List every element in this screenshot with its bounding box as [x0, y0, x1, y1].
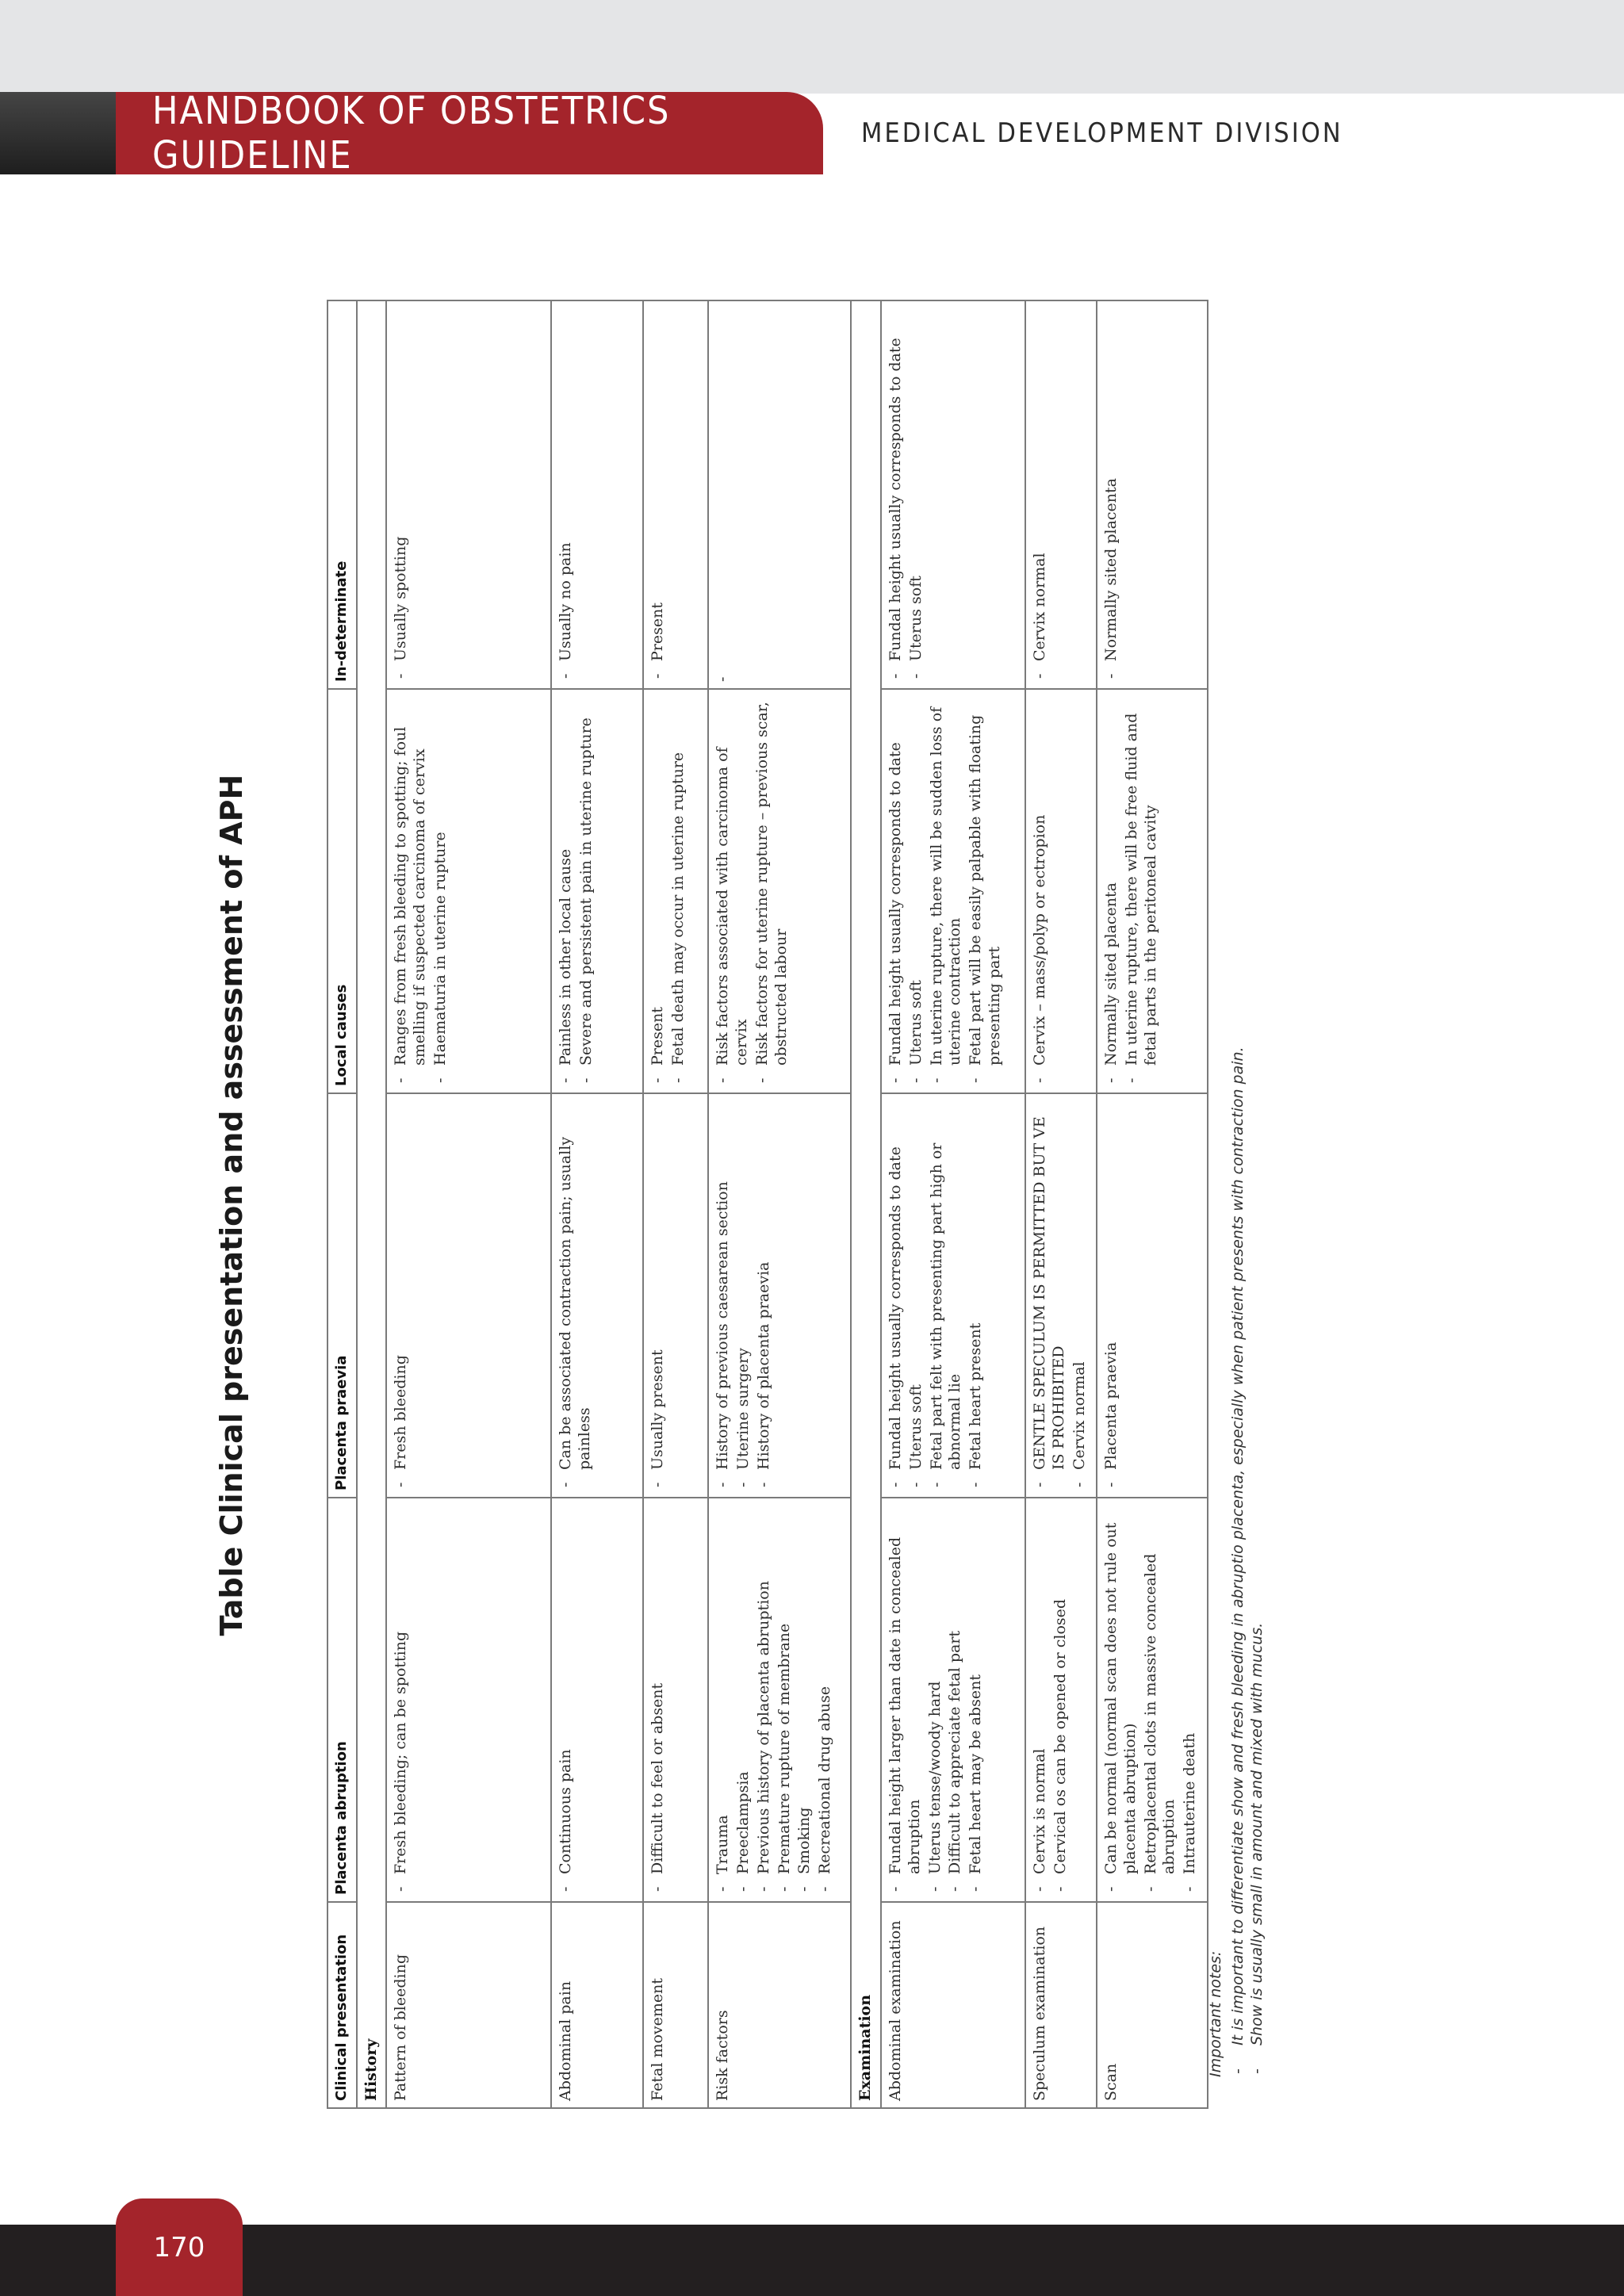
cell-local	[643, 689, 708, 1093]
section-label: History	[357, 300, 387, 2108]
column-header: Local causes	[327, 689, 357, 1093]
page-number-tab	[116, 2198, 243, 2296]
section-row-examination	[851, 300, 881, 2108]
cell-bullet: - Fetal heart present	[967, 1100, 986, 1490]
table-row	[551, 300, 643, 2108]
cell-bullet: - Previous history of placenta abruption	[755, 1505, 774, 1895]
column-header: In-determinate	[327, 300, 357, 689]
row-label: Pattern of bleeding	[386, 1902, 551, 2108]
row-label: Risk factors	[708, 1902, 851, 2108]
column-header: Clinical presentation	[327, 1902, 357, 2108]
cell-abruption	[643, 1498, 708, 1902]
cell-bullet: - Cervix – mass/polyp or ectropion	[1031, 696, 1050, 1086]
cell-bullet: - Fetal heart may be absent	[967, 1505, 986, 1895]
cell-bullet: - Usually no pain	[557, 308, 576, 682]
table-row	[708, 300, 851, 2108]
header-title-tab	[116, 89, 823, 178]
cell-bullet: - Painless in other local cause	[557, 696, 576, 1086]
cell-bullet: - Uterine surgery	[734, 1100, 753, 1490]
note-item: - Show is usually small in amount and mixed with mucus.	[1248, 333, 1266, 2077]
cell-bullet: - Usually spotting	[392, 308, 411, 682]
cell-bullet: - Ranges from fresh bleeding to spotting; foul smelling if suspected carcinoma of cervix	[392, 696, 430, 1086]
cell-bullet: - Fundal height usually corresponds to date	[887, 308, 906, 682]
division-title: MEDICAL DEVELOPMENT DIVISION	[861, 117, 1343, 149]
cell-local	[551, 689, 643, 1093]
table-header-row	[327, 300, 357, 2108]
cell-bullet: - Present	[649, 308, 668, 682]
cell-praevia	[643, 1093, 708, 1498]
cell-local	[1097, 689, 1208, 1093]
cell-praevia	[708, 1093, 851, 1498]
top-band	[0, 0, 1624, 94]
cell-bullet: - History of previous caesarean section	[714, 1100, 733, 1490]
cell-praevia	[551, 1093, 643, 1498]
section-row-history	[357, 300, 387, 2108]
table-row	[1097, 300, 1208, 2108]
cell-bullet: - Uterus soft	[907, 308, 926, 682]
cell-bullet: - Can be normal (normal scan does not rule out placenta abruption)	[1102, 1505, 1140, 1895]
cell-bullet: - Cervix normal	[1071, 1100, 1090, 1490]
notes-heading: Important notes:	[1207, 1950, 1224, 2077]
footer-band	[0, 2225, 1624, 2296]
cell-bullet: - Fetal death may occur in uterine rupture	[669, 696, 688, 1086]
aph-table	[327, 300, 1208, 2109]
cell-bullet: - Continuous pain	[557, 1505, 576, 1895]
cell-bullet: - Fetal part will be easily palpable with floating presenting part	[967, 696, 1005, 1086]
cell-indeterminate	[643, 300, 708, 689]
table-title: Table Clinical presentation and assessment of APH	[214, 774, 249, 1636]
cell-praevia	[1097, 1093, 1208, 1498]
table-row	[881, 300, 1025, 2108]
cell-bullet: - Recreational drug abuse	[816, 1505, 835, 1895]
cell-bullet: - Intrauterine death	[1181, 1505, 1200, 1895]
note-item: - It is important to differentiate show and fresh bleeding in abruptio placenta, especially when patient presents with contraction pain.	[1229, 333, 1247, 2077]
table-row	[386, 300, 551, 2108]
cell-bullet: - Fresh bleeding	[392, 1100, 411, 1490]
cell-bullet: - Haematuria in uterine rupture	[431, 696, 450, 1086]
cell-bullet: - History of placenta praevia	[755, 1100, 774, 1490]
header-dark-tab	[0, 92, 135, 174]
cell-indeterminate	[551, 300, 643, 689]
column-header: Placenta praevia	[327, 1093, 357, 1498]
cell-bullet: - Retroplacental clots in massive concealed abruption	[1142, 1505, 1180, 1895]
cell-bullet: - Fetal part felt with presenting part high or abnormal lie	[928, 1100, 966, 1490]
cell-bullet: - Fundal height larger than date in concealed abruption	[887, 1505, 925, 1895]
header-division	[823, 92, 1624, 174]
cell-bullet: - Present	[649, 696, 668, 1086]
cell-bullet: - Fundal height usually corresponds to date	[887, 696, 906, 1086]
column-header: Placenta abruption	[327, 1498, 357, 1902]
cell-praevia	[386, 1093, 551, 1498]
cell-praevia	[1025, 1093, 1097, 1498]
row-label: Abdominal examination	[881, 1902, 1025, 2108]
cell-bullet: - Usually present	[649, 1100, 668, 1490]
cell-bullet: - Uterus tense/woody hard	[926, 1505, 945, 1895]
cell-abruption	[881, 1498, 1025, 1902]
cell-bullet: - Difficult to feel or absent	[649, 1505, 668, 1895]
cell-bullet: - Preeclampsia	[734, 1505, 753, 1895]
cell-indeterminate	[1097, 300, 1208, 689]
table-row	[1025, 300, 1097, 2108]
cell-bullet: - Cervical os can be opened or closed	[1051, 1505, 1071, 1895]
rotated-content	[214, 270, 1467, 2141]
section-label: Examination	[851, 300, 881, 2108]
cell-indeterminate: -	[708, 300, 851, 689]
page-number: 170	[153, 2231, 205, 2263]
cell-bullet: - Fundal height usually corresponds to date	[887, 1100, 906, 1490]
cell-local	[386, 689, 551, 1093]
cell-abruption	[551, 1498, 643, 1902]
cell-bullet: - Cervix normal	[1031, 308, 1050, 682]
cell-bullet: - Normally sited placenta	[1102, 308, 1121, 682]
cell-indeterminate	[881, 300, 1025, 689]
row-label: Fetal movement	[643, 1902, 708, 2108]
cell-abruption	[1025, 1498, 1097, 1902]
cell-bullet: - Cervix is normal	[1031, 1505, 1050, 1895]
cell-bullet: - Risk factors associated with carcinoma of cervix	[714, 696, 752, 1086]
table-row	[643, 300, 708, 2108]
cell-bullet: - Premature rupture of membrane	[776, 1505, 795, 1895]
cell-bullet: - Severe and persistent pain in uterine rupture	[577, 696, 596, 1086]
cell-bullet: - In uterine rupture, there will be sudden loss of uterine contraction	[928, 696, 966, 1086]
cell-bullet: - Risk factors for uterine rupture – previous scar, obstructed labour	[753, 696, 791, 1086]
cell-local	[708, 689, 851, 1093]
important-notes	[1207, 333, 1267, 2077]
cell-bullet: - Can be associated contraction pain; usually painless	[557, 1100, 595, 1490]
cell-bullet: - In uterine rupture, there will be free fluid and fetal parts in the peritoneal cavity	[1123, 696, 1161, 1086]
cell-abruption	[708, 1498, 851, 1902]
cell-indeterminate	[386, 300, 551, 689]
cell-bullet: - Fresh bleeding; can be spotting	[392, 1505, 411, 1895]
cell-abruption	[1097, 1498, 1208, 1902]
cell-indeterminate	[1025, 300, 1097, 689]
row-label: Speculum examination	[1025, 1902, 1097, 2108]
cell-abruption	[386, 1498, 551, 1902]
cell-bullet: - Smoking	[795, 1505, 814, 1895]
cell-bullet: - Trauma	[714, 1505, 733, 1895]
cell-bullet: - Difficult to appreciate fetal part	[946, 1505, 965, 1895]
cell-bullet: - GENTLE SPECULUM IS PERMITTED BUT VE IS PROHIBITED	[1031, 1100, 1069, 1490]
cell-local	[1025, 689, 1097, 1093]
cell-praevia	[881, 1093, 1025, 1498]
handbook-title: HANDBOOK OF OBSTETRICS GUIDELINE	[152, 89, 671, 178]
cell-bullet: - Uterus soft	[907, 696, 926, 1086]
row-label: Abdominal pain	[551, 1902, 643, 2108]
cell-bullet: - Placenta praevia	[1102, 1100, 1121, 1490]
row-label: Scan	[1097, 1902, 1208, 2108]
cell-bullet: - Uterus soft	[907, 1100, 926, 1490]
cell-bullet: - Normally sited placenta	[1102, 696, 1121, 1086]
cell-local	[881, 689, 1025, 1093]
